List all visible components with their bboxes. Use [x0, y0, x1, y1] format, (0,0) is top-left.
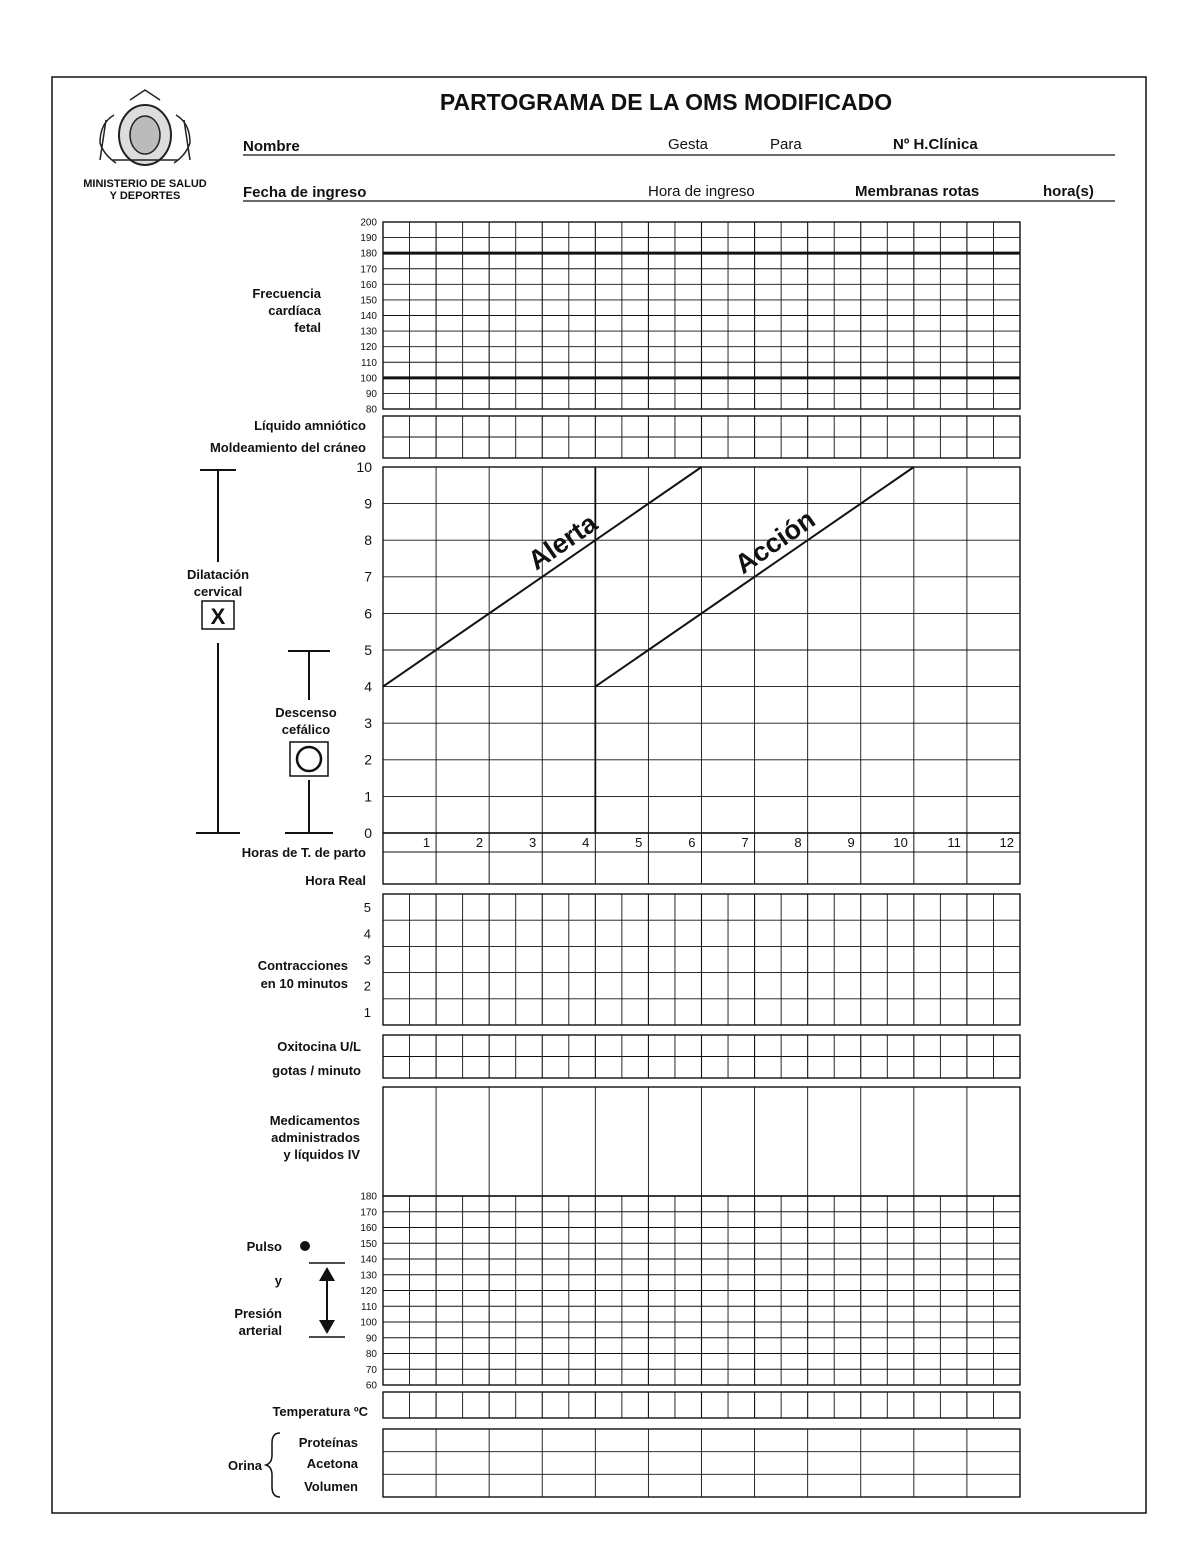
- field-para-label: Para: [770, 136, 802, 153]
- ministry-subname: Y DEPORTES: [109, 190, 181, 202]
- urine-row-acetona: Acetona: [306, 1456, 358, 1471]
- contractions-label-1: Contracciones: [257, 958, 348, 973]
- medications-grid[interactable]: [383, 1087, 1020, 1196]
- moldeamiento-label: Moldeamiento del cráneo: [209, 440, 366, 455]
- tick-label: 3: [364, 715, 372, 732]
- alerta-label: Alerta: [522, 507, 603, 576]
- ministry-name: MINISTERIO DE SALUD: [83, 178, 207, 190]
- contractions-label-2: en 10 minutos: [260, 976, 348, 991]
- tick-label: 10: [356, 458, 372, 475]
- tick-label: 120: [360, 1286, 377, 1297]
- dot-icon: [300, 1241, 310, 1251]
- medications-label-3: y líquidos IV: [283, 1147, 360, 1162]
- bolivia-coat-of-arms-icon: [100, 90, 190, 165]
- tick-label: 110: [361, 1301, 377, 1313]
- dilation-section: [187, 459, 1020, 841]
- tick-label: 70: [365, 1364, 377, 1376]
- dilation-grid[interactable]: [383, 467, 1020, 833]
- tick-label: 2: [364, 751, 372, 768]
- tick-label: 100: [360, 373, 377, 385]
- page-title: PARTOGRAMA DE LA OMS MODIFICADO: [439, 89, 893, 115]
- tick-label: 150: [360, 295, 377, 307]
- field-historia-label: Nº H.Clínica: [893, 136, 978, 153]
- contractions-section: [258, 894, 1020, 1025]
- liquido-grid[interactable]: [383, 416, 1020, 458]
- descent-label-2: cefálico: [281, 722, 331, 737]
- tick-label: 130: [360, 1270, 377, 1282]
- oxytocin-grid[interactable]: [383, 1035, 1020, 1078]
- hour-number: 1: [422, 835, 431, 850]
- oxytocin-section: [272, 1035, 1020, 1078]
- tick-label: 170: [360, 1207, 377, 1219]
- tick-label: 4: [364, 678, 372, 695]
- tick-label: 5: [363, 900, 371, 916]
- hours-section: [242, 833, 1020, 888]
- tick-label: 90: [365, 1333, 377, 1345]
- hour-number: 6: [688, 835, 696, 850]
- x-marker-icon: X: [210, 604, 226, 629]
- tick-label: 100: [360, 1317, 377, 1329]
- urine-brace-icon: [266, 1433, 280, 1497]
- temperature-label: Temperatura ºC: [272, 1404, 368, 1419]
- dilation-label-1: Dilatación: [186, 567, 250, 582]
- and-label: y: [274, 1273, 282, 1288]
- tick-label: 4: [363, 926, 371, 942]
- double-arrow-icon: [309, 1263, 345, 1337]
- hour-number: 10: [893, 835, 908, 850]
- urine-section: [228, 1429, 1020, 1497]
- tick-label: 160: [360, 279, 377, 291]
- urine-row-volumen: Volumen: [304, 1479, 358, 1494]
- hour-numbers: [423, 835, 1014, 850]
- tick-label: 140: [360, 1254, 377, 1266]
- contractions-grid[interactable]: [383, 894, 1020, 1025]
- hour-number: 5: [635, 835, 643, 850]
- tick-label: 80: [365, 1349, 377, 1360]
- liquido-section: [210, 416, 1020, 458]
- contractions-ticks: [364, 900, 371, 1020]
- urine-grid[interactable]: [383, 1429, 1020, 1497]
- fetal-heart-ticks: [360, 218, 377, 416]
- tick-label: 170: [360, 264, 377, 276]
- tick-label: 150: [360, 1238, 377, 1250]
- tick-label: 6: [364, 605, 372, 622]
- oxytocin-label: Oxitocina U/L: [277, 1039, 361, 1054]
- medications-section: [270, 1087, 1020, 1196]
- tick-label: 9: [364, 495, 372, 512]
- tick-label: 180: [360, 248, 377, 260]
- fetal-heart-label-3: fetal: [294, 320, 321, 335]
- pulse-bp-grid[interactable]: [383, 1196, 1020, 1385]
- tick-label: 7: [364, 568, 372, 585]
- liquido-label: Líquido amniótico: [254, 418, 366, 433]
- hour-number: 8: [794, 835, 802, 850]
- temperature-grid[interactable]: [383, 1392, 1020, 1418]
- tick-label: 200: [360, 217, 377, 229]
- pulse-bp-section: [234, 1192, 1020, 1392]
- field-hora-label: Hora de ingreso: [648, 183, 755, 200]
- pressure-label-2: arterial: [238, 1323, 282, 1338]
- tick-label: 180: [360, 1191, 377, 1203]
- field-fecha-label: Fecha de ingreso: [243, 184, 367, 201]
- tick-label: 2: [363, 978, 371, 994]
- hours-label: Horas de T. de parto: [241, 845, 366, 860]
- pressure-label-1: Presión: [234, 1306, 282, 1321]
- pulse-bp-ticks: [360, 1192, 377, 1392]
- circle-icon: [297, 747, 321, 771]
- tick-label: 60: [365, 1380, 377, 1392]
- medications-label-1: Medicamentos: [269, 1113, 360, 1128]
- medications-label-2: administrados: [271, 1130, 360, 1145]
- fetal-heart-label-2: cardíaca: [268, 303, 321, 318]
- hour-number: 7: [741, 835, 749, 850]
- hora-real-label: Hora Real: [305, 873, 366, 888]
- fetal-heart-section: [252, 218, 1020, 416]
- pulse-label: Pulso: [246, 1239, 282, 1254]
- accion-label: Acción: [729, 503, 821, 580]
- tick-label: 90: [365, 388, 377, 400]
- urine-label: Orina: [228, 1458, 262, 1473]
- tick-label: 3: [363, 952, 371, 968]
- tick-label: 160: [360, 1223, 377, 1234]
- hour-number: 12: [999, 835, 1014, 850]
- hour-number: 3: [529, 835, 537, 850]
- hour-number: 11: [947, 835, 961, 850]
- field-nombre-label: Nombre: [243, 138, 300, 155]
- tick-label: 130: [360, 326, 377, 338]
- descent-label-1: Descenso: [275, 705, 337, 720]
- dilation-label-2: cervical: [193, 584, 243, 599]
- tick-label: 140: [360, 311, 377, 322]
- field-horas-label: hora(s): [1043, 183, 1094, 200]
- tick-label: 190: [360, 233, 377, 245]
- temperature-section: [272, 1392, 1020, 1419]
- tick-label: 0: [364, 824, 372, 841]
- hour-number: 4: [582, 835, 590, 850]
- hour-number: 2: [475, 835, 484, 850]
- fetal-heart-label-1: Frecuencia: [252, 286, 321, 301]
- fetal-heart-grid[interactable]: [383, 222, 1020, 409]
- tick-label: 5: [364, 641, 372, 658]
- drops-label: gotas / minuto: [272, 1063, 361, 1078]
- urine-row-proteinas: Proteínas: [298, 1435, 358, 1450]
- hour-number: 9: [847, 835, 855, 850]
- tick-label: 1: [364, 788, 372, 805]
- tick-label: 8: [364, 532, 372, 549]
- dilation-ticks: [356, 459, 372, 841]
- tick-label: 110: [361, 357, 377, 369]
- tick-label: 1: [363, 1004, 371, 1020]
- tick-label: 120: [360, 342, 377, 354]
- field-membranas-label: Membranas rotas: [855, 183, 980, 200]
- tick-label: 80: [365, 404, 377, 416]
- field-gesta-label: Gesta: [668, 136, 709, 153]
- page-frame: [52, 77, 1146, 1513]
